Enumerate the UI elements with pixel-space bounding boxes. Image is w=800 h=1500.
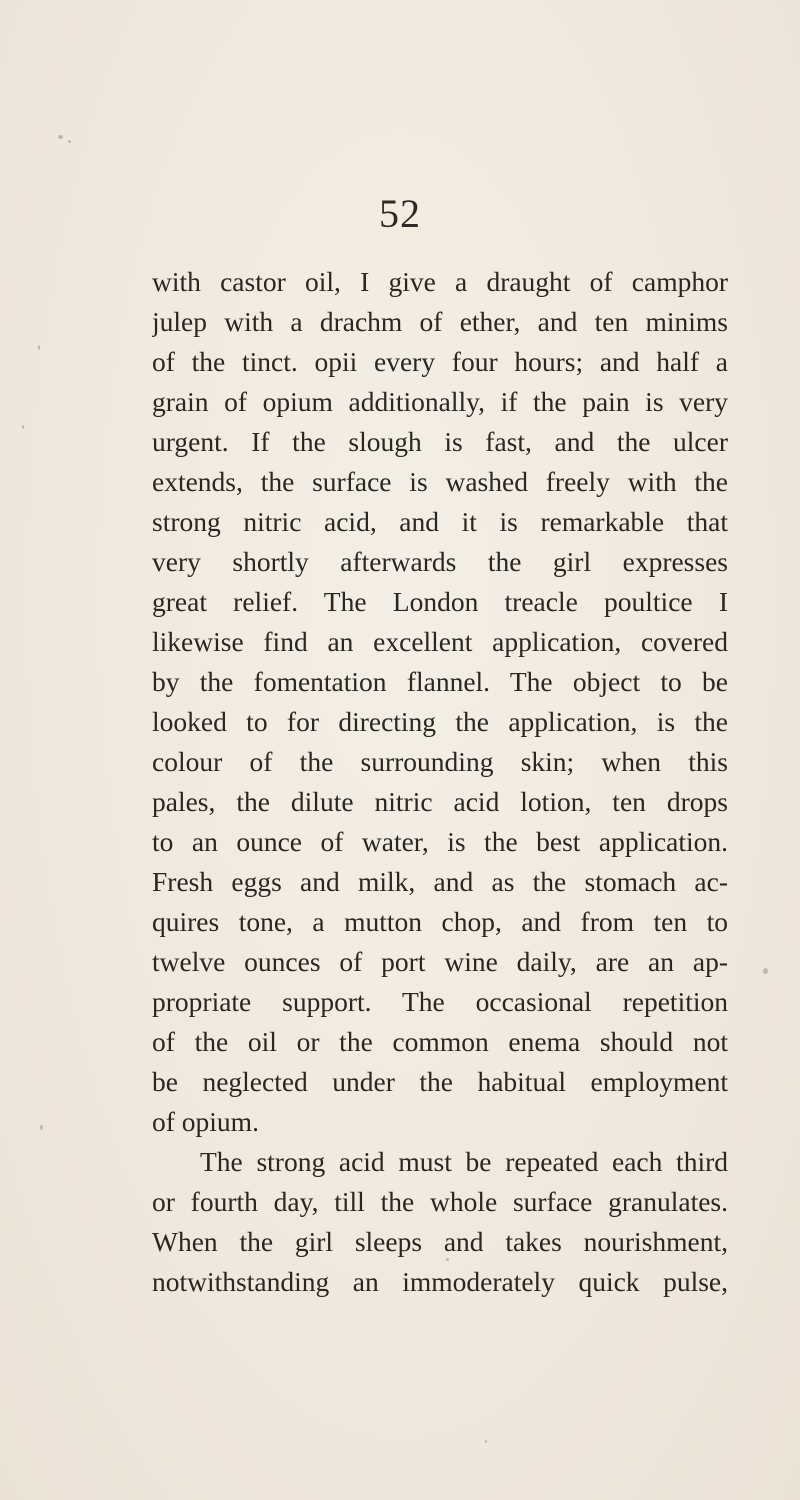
text-line: When the girl sleeps and takes nourishment, (152, 1226, 728, 1257)
text-line: of the oil or the common enema should not (152, 1026, 728, 1057)
text-line: likewise find an excellent application, covered (152, 626, 728, 657)
paper-speck (58, 135, 63, 139)
text-line: or fourth day, till the whole surface granulates. (152, 1186, 728, 1217)
text-line: urgent. If the slough is fast, and the ulcer (152, 426, 728, 457)
text-line: pales, the dilute nitric acid lotion, ten drops (152, 786, 728, 817)
text-line: twelve ounces of port wine daily, are an ap- (152, 946, 728, 977)
text-line: notwithstanding an immoderately quick pulse, (152, 1266, 728, 1297)
body-text (152, 262, 728, 1302)
paper-speck (763, 968, 768, 974)
text-line: of the tinct. opii every four hours; and half a (152, 346, 728, 377)
text-line: to an ounce of water, is the best application. (152, 826, 728, 857)
paper-speck (38, 345, 40, 350)
text-line: propriate support. The occasional repetition (152, 986, 728, 1017)
paper-speck (40, 1125, 43, 1130)
text-line: with castor oil, I give a draught of camphor (152, 266, 728, 297)
text-line: julep with a drachm of ether, and ten minims (152, 306, 728, 337)
text-line: extends, the surface is washed freely with the (152, 466, 728, 497)
paragraph-end-line: of opium. (152, 1106, 259, 1137)
text-line: looked to for directing the application, is the (152, 706, 728, 737)
text-line: quires tone, a mutton chop, and from ten to (152, 906, 728, 937)
text-line: colour of the surrounding skin; when this (152, 746, 728, 777)
text-line: very shortly afterwards the girl expresses (152, 546, 728, 577)
page-number: 52 (379, 191, 421, 236)
paper-speck (446, 1258, 449, 1261)
paper-speck (485, 1440, 487, 1443)
text-line: be neglected under the habitual employment (152, 1066, 728, 1097)
paper-speck (22, 425, 24, 429)
text-line: great relief. The London treacle poultice I (152, 586, 728, 617)
paragraph-start-line: The strong acid must be repeated each third (200, 1146, 728, 1177)
text-line: grain of opium additionally, if the pain is very (152, 386, 728, 417)
text-line: Fresh eggs and milk, and as the stomach ac- (152, 866, 728, 897)
text-line: by the fomentation flannel. The object to be (152, 666, 728, 697)
text-line: strong nitric acid, and it is remarkable that (152, 506, 728, 537)
paper-speck (68, 140, 71, 143)
